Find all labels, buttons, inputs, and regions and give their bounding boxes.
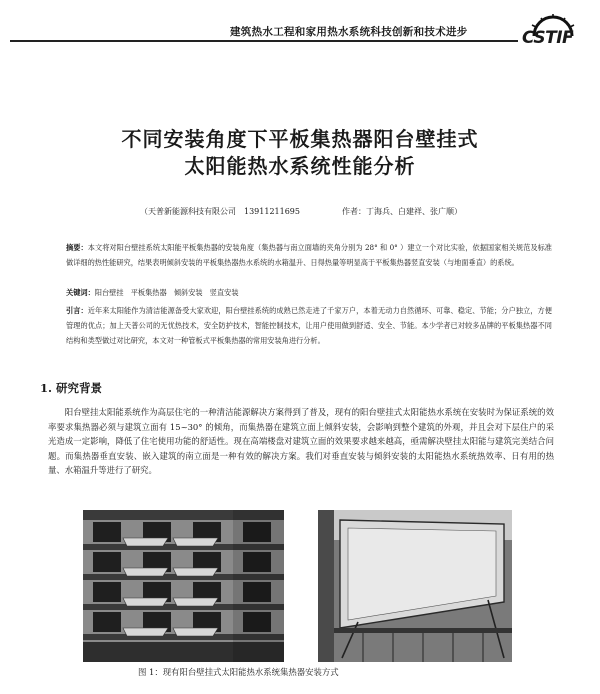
intro-text: 近年来太阳能作为清洁能源备受大家欢迎，阳台壁挂系统的成熟已然走进了千家万户，本着无动力自然循环、可靠、稳定、节能；分户独立，方便管理的优点；加上天普公司的无忧热技术，安全防护技术，智能控制技术，让用户使用做到舒适、安全、节能。本少学者已对较多品牌的平板集热器不同结构和类型做过对比研究，本文对一种管板式平板集热器的常用安装角进行分析。 <box>66 306 552 345</box>
journal-logo <box>520 14 586 48</box>
logo-text: CSTIF <box>522 28 574 48</box>
running-header <box>0 22 600 46</box>
figure-caption: 图 1：现有阳台壁挂式太阳能热水系统集热器安装方式 <box>138 667 339 677</box>
tilted-collector-photo-image <box>318 510 512 662</box>
intro-label: 引言： <box>66 306 88 315</box>
paper-title-line-2: 太阳能热水系统性能分析 <box>184 154 416 178</box>
abstract-text: 本文将对阳台壁挂系统太阳能平板集热器的安装角度（集热器与南立面墙的夹角分别为 28° 和 0° ）建立一个对比实验，依据国家相关规范及标准做详细的热性能研究，结果表明倾斜安装的平板集热器热水系统的水箱温升、日得热量等明显高于平板集热器竖直安装（与地面垂直）的系统。 <box>66 243 552 267</box>
author-names: 作者：丁海兵、白建祥、张广顺） <box>342 207 462 216</box>
abstract <box>66 240 552 270</box>
keywords-label: 关键词： <box>66 288 95 297</box>
paper-title-line-1: 不同安装角度下平板集热器阳台壁挂式 <box>121 127 479 151</box>
keywords-text: 阳台壁挂 平板集热器 倾斜安装 竖直安装 <box>94 288 239 297</box>
figure-photo-tilted-collector <box>318 510 512 662</box>
introduction-note <box>66 303 552 348</box>
author-affiliation: （天普新能源科技有限公司 13911211695 <box>140 207 300 216</box>
section-heading: 1. 研究背景 <box>40 381 103 395</box>
section-paragraph: 阳台壁挂太阳能系统作为高层住宅的一种清洁能源解决方案得到了普及，现有的阳台壁挂式太阳能热水系统在安装时为保证系统的效率要求集热器必须与建筑立面有 15~30° 的倾角，而集热器在建筑立面上倾斜安装，会影响到整个建筑的外观，并且会对下层住户的采光造成一定影响，降低了住宅使用功能的舒适性。现在高端楼盘对建筑立面的效果要求越来越高，亟需解决壁挂太阳能与建筑完美结合问题。而集热器垂直安装、嵌入建筑的南立面是一种有效的解决方案。我们对垂直安装与倾斜安装的太阳能热水系统热效率、日有用的热量、水箱温升等进行了研究。 <box>48 407 554 475</box>
section-body <box>48 405 554 478</box>
building-facade-photo-image <box>83 510 284 662</box>
header-rule <box>10 40 518 42</box>
abstract-label: 摘要： <box>66 243 88 252</box>
running-header-title: 建筑热水工程和家用热水系统科技创新和技术进步 <box>230 26 468 38</box>
keywords <box>66 285 552 300</box>
figure-photo-building-facade <box>83 510 284 662</box>
